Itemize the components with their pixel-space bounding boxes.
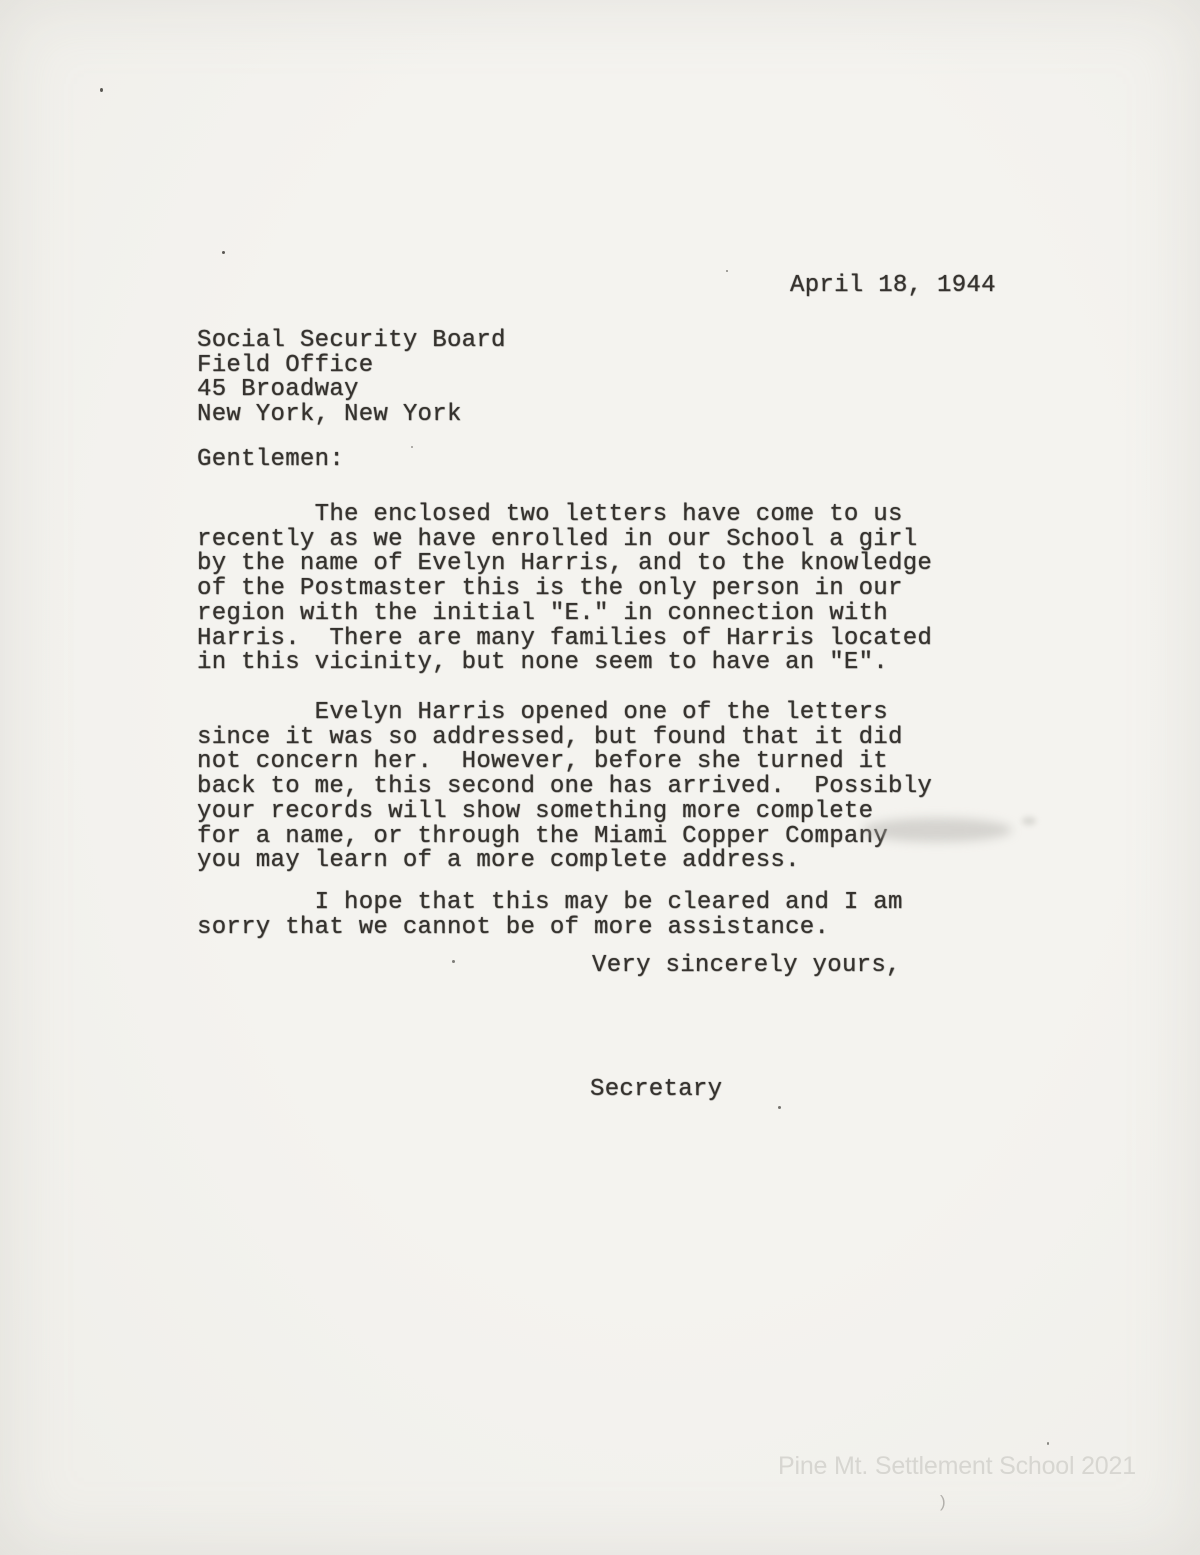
paper-speck bbox=[1022, 817, 1036, 825]
stray-pen-mark: ) bbox=[940, 1492, 946, 1511]
letter-date: April 18, 1944 bbox=[790, 272, 996, 299]
paper-speck bbox=[222, 251, 225, 254]
paper-speck bbox=[778, 1106, 781, 1109]
signature-title: Secretary bbox=[590, 1076, 723, 1103]
paper-speck bbox=[100, 88, 103, 92]
closing-line: Very sincerely yours, bbox=[592, 952, 901, 979]
paper-speck bbox=[1047, 1442, 1049, 1445]
paper-speck bbox=[452, 960, 455, 963]
paper-speck bbox=[726, 270, 728, 272]
paper-speck bbox=[411, 446, 413, 448]
ink-smudge bbox=[862, 818, 1012, 842]
body-paragraph-3: I hope that this may be cleared and I am sorry that we cannot be of more assistance. bbox=[197, 889, 903, 941]
recipient-address: Social Security Board Field Office 45 Broadway New York, New York bbox=[197, 327, 506, 429]
body-paragraph-2: Evelyn Harris opened one of the letters since it was so addressed, but found that it did not concern her. However, before she turned it back to me, this second one has arrived. Possibly your records will show something more complete for a name, or through the Miami Copper Company you may learn of a more complete address. bbox=[197, 699, 933, 875]
salutation: Gentlemen: bbox=[197, 446, 345, 473]
body-paragraph-1: The enclosed two letters have come to us recently as we have enrolled in our School a girl by the name of Evelyn Harris, and to the knowledge of the Postmaster this is the only person in our region with the initial "E." in connection with Harris. There are many families of Harris located in this vicinity, but none seem to have an "E". bbox=[197, 501, 933, 677]
archive-watermark: Pine Mt. Settlement School 2021 bbox=[778, 1452, 1136, 1480]
